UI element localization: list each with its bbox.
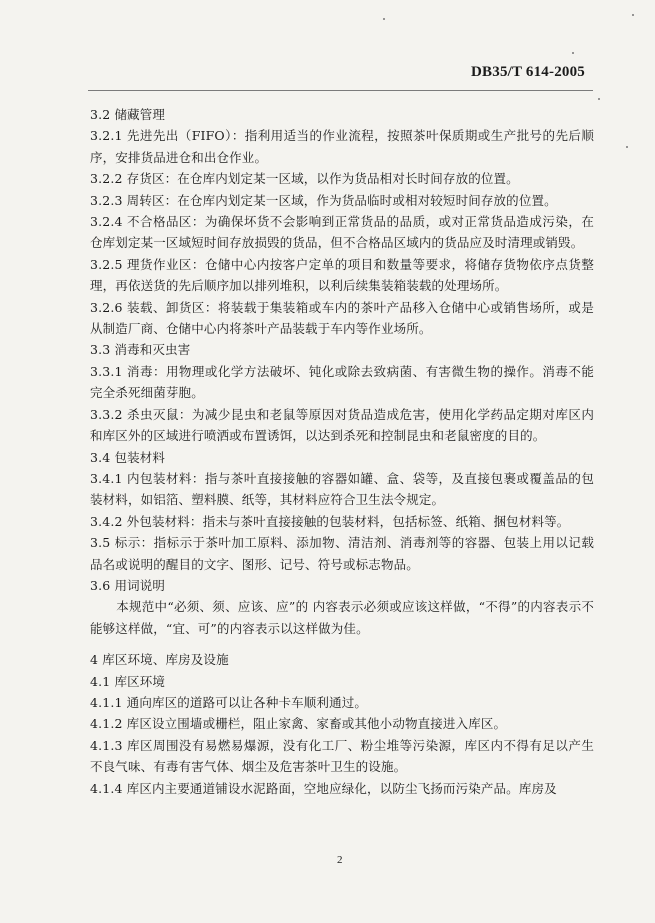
clause-4-1-3: 4.1.3 库区周围没有易燃易爆源，没有化工厂、粉尘堆等污染源，库区内不得有足以产生不良气味、有毒有害气体、烟尘及危害茶叶卫生的设施。	[90, 737, 594, 775]
clause-3-2-3: 3.2.3 周转区：在仓库内划定某一区域，作为货品临时或相对较短时间存放的位置。	[90, 192, 557, 208]
clause-3-3-2: 3.3.2 杀虫灭鼠：为减少昆虫和老鼠等原因对货品造成危害，使用化学药品定期对库区内和库区外的区域进行喷洒或布置诱饵，以达到杀死和控制昆虫和老鼠密度的目的。	[90, 406, 594, 444]
standard-code: DB35/T 614-2005	[471, 64, 585, 80]
section-heading-3-4: 3.4 包装材料	[90, 449, 166, 465]
clause-3-2-6: 3.2.6 装载、卸货区：将装载于集装箱或车内的茶叶产品移入仓储中心或销售场所，或是从制造厂商、仓储中心内将茶叶产品装载于车内等作业场所。	[90, 299, 594, 337]
section-gap	[90, 639, 594, 649]
clause-4-1-4: 4.1.4 库区内主要通道铺设水泥路面，空地应绿化，以防尘飞扬而污染产品。库房及	[90, 780, 557, 796]
clause-3-3-1: 3.3.1 消毒：用物理或化学方法破坏、钝化或除去致病菌、有害微生物的操作。消毒不能完全杀死细菌芽胞。	[90, 363, 594, 401]
chapter-heading-4: 4 库区环境、库房及设施	[90, 652, 229, 668]
scan-speck	[632, 14, 634, 16]
section-heading-3-2: 3.2 储藏管理	[90, 107, 166, 122]
clause-4-1-2: 4.1.2 库区设立围墙或栅栏，阻止家禽、家畜或其他小动物直接进入库区。	[90, 716, 507, 732]
clause-3-6-body: 本规范中“必须、须、应该、应”的 内容表示必须或应该这样做，“不得”的内容表示不能够这样做，“宜、可”的内容表示以这样做为佳。	[90, 599, 594, 636]
section-heading-3-6: 3.6 用词说明	[90, 577, 166, 593]
section-heading-3-3: 3.3 消毒和灭虫害	[90, 342, 191, 358]
document-body	[90, 104, 594, 799]
scan-speck	[572, 52, 574, 54]
clause-4-1-1: 4.1.1 通向库区的道路可以让各种卡车顺利通过。	[90, 694, 368, 710]
clause-3-2-4: 3.2.4 不合格品区：为确保坏货不会影响到正常货品的品质，或对正常货品造成污染，在仓库划定某一区域短时间存放损毁的货品，但不合格品区域内的货品应及时清理或销毁。	[90, 214, 594, 251]
scan-speck	[598, 98, 600, 100]
clause-3-2-5: 3.2.5 理货作业区：仓储中心内按客户定单的项目和数量等要求，将储存货物依序点货整理，再依送货的先后顺序加以排列堆积，以利后续集装箱装载的处理场所。	[90, 256, 594, 294]
clause-3-4-1: 3.4.1 内包装材料：指与茶叶直接接触的容器如罐、盒、袋等，及直接包裹或覆盖品的包装材料，如铝箔、塑料膜、纸等，其材料应符合卫生法令规定。	[90, 470, 594, 508]
header-rule	[88, 90, 593, 91]
scan-speck	[626, 146, 628, 148]
scan-speck	[383, 18, 385, 20]
clause-3-2-2: 3.2.2 存货区：在仓库内划定某一区域，以作为货品相对长时间存放的位置。	[90, 171, 519, 187]
clause-3-5: 3.5 标示：指标示于茶叶加工原料、添加物、清洁剂、消毒剂等的容器、包装上用以记载品名或说明的醒目的文字、图形、记号、符号或标志物品。	[90, 535, 594, 572]
section-heading-4-1: 4.1 库区环境	[90, 673, 166, 689]
page-number: 2	[337, 854, 343, 866]
clause-3-4-2: 3.4.2 外包装材料：指未与茶叶直接接触的包装材料，包括标签、纸箱、捆包材料等。	[90, 513, 570, 529]
clause-3-2-1: 3.2.1 先进先出（FIFO）：指利用适当的作业流程，按照茶叶保质期或生产批号的先后顺序，安排货品进仓和出仓作业。	[90, 128, 594, 165]
